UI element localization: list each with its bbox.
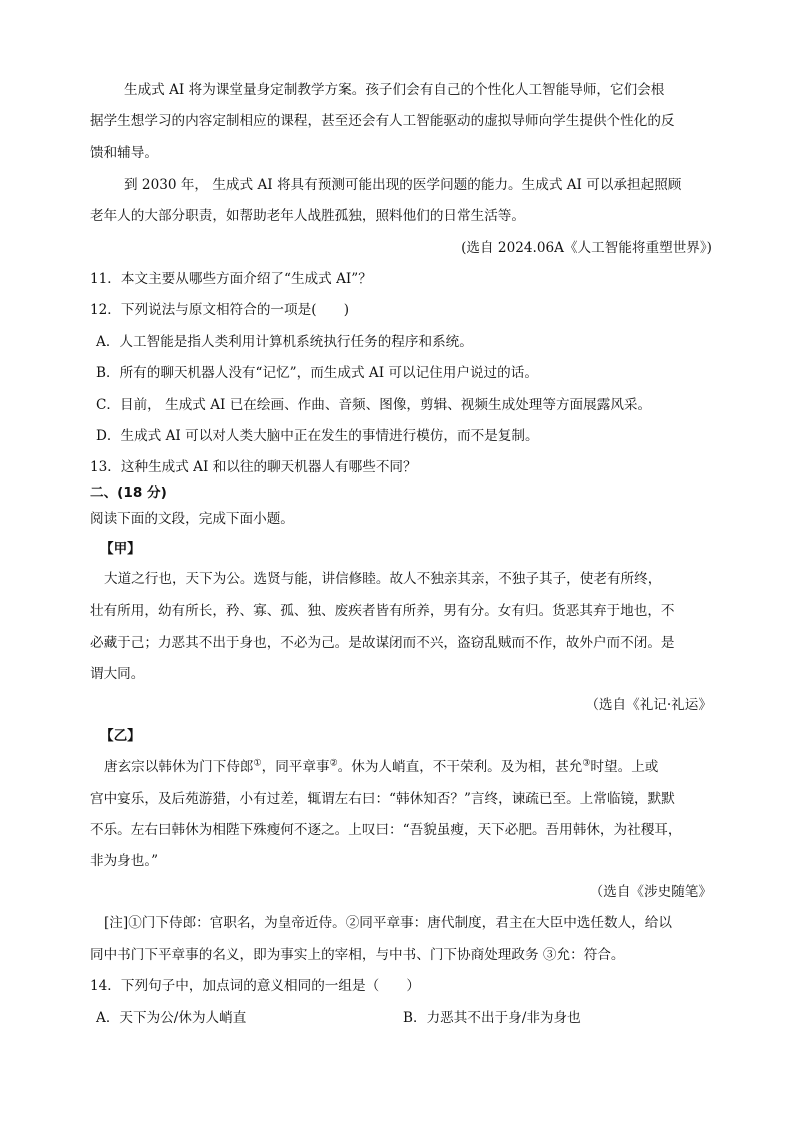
footnote-marker-3: ③ <box>582 758 591 769</box>
question-14-option-b: B．力恶其不出于身/非为身也 <box>403 1010 581 1026</box>
passage-yi-line1 <box>104 757 658 777</box>
question-13: 13．这种生成式 AI 和以往的聊天机器人有哪些不同？ <box>90 459 417 475</box>
passage1-source: (选自 2024.06A《人工智能将重塑世界》) <box>461 240 712 256</box>
passage-jia-line3: 必藏于己；力恶其不出于身也，不必为己。是故谋闭而不兴，盗窃乱贼而不作，故外户而不闭。是 <box>90 635 675 651</box>
question-12-option-d: D．生成式 AI 可以对人类大脑中正在发生的事情进行模仿，而不是复制。 <box>96 428 539 444</box>
passage-jia-source: （选自《礼记·礼运》 <box>585 697 712 713</box>
passage1-p2-line1: 到 2030 年， 生成式 AI 将具有预测可能出现的医学问题的能力。生成式 AI 可以承担起照顾 <box>124 177 682 193</box>
passage-yi-line2: 宫中宴乐，及后苑游猎，小有过差，辄谓左右曰：“韩休知否？”言终，谏疏已至。上常临镜，默默 <box>90 791 675 807</box>
passage-jia-tag: 【甲】 <box>100 541 141 557</box>
passage-jia-line4: 谓大同。 <box>90 666 145 682</box>
passage-yi-line1-text-b: ，同平章事 <box>261 759 330 775</box>
question-12-option-c: C．目前， 生成式 AI 已在绘画、作曲、音频、图像，剪辑、视频生成处理等方面展露风采。 <box>96 397 652 413</box>
notes-line2: 同中书门下平章事的名义，即为事实上的宰相，与中书、门下协商处理政务 ③允：符合。 <box>90 947 625 963</box>
question-14-stem: 14．下列句子中，加点词的意义相同的一组是（ ） <box>90 978 420 994</box>
passage1-p1-line2: 据学生想学习的内容定制相应的课程，甚至还会有人工智能驱动的虚拟导师向学生提供个性化的反 <box>90 113 675 129</box>
passage-yi-tag: 【乙】 <box>100 728 141 744</box>
passage-yi-line4: 非为身也。” <box>90 853 159 869</box>
section2-heading: 二、(18 分) <box>90 485 167 501</box>
question-12-option-b: B．所有的聊天机器人没有“记忆”，而生成式 AI 可以记住用户说过的话。 <box>96 365 538 381</box>
passage-jia-line1: 大道之行也，天下为公。选贤与能，讲信修睦。故人不独亲其亲，不独子其子，使老有所终， <box>104 571 662 587</box>
passage-yi-source: （选自《涉史随笔》 <box>589 884 712 900</box>
footnote-marker-2: ② <box>329 758 338 769</box>
question-12-option-a: A．人工智能是指人类利用计算机系统执行任务的程序和系统。 <box>96 334 473 350</box>
section2-instruction: 阅读下面的文段，完成下面小题。 <box>90 511 294 527</box>
footnote-marker-1: ① <box>253 758 262 769</box>
passage1-p1-line1: 生成式 AI 将为课堂量身定制教学方案。孩子们会有自己的个性化人工智能导师，它们会根 <box>124 82 665 98</box>
passage-yi-line1-text-d: 时望。上或 <box>590 759 659 775</box>
notes-line1: [注]①门下侍郎：官职名，为皇帝近侍。②同平章事：唐代制度，君主在大臣中选任数人，给以 <box>104 915 672 931</box>
passage1-p2-line2: 老年人的大部分职责，如帮助老年人战胜孤独，照料他们的日常生活等。 <box>90 208 525 224</box>
passage1-p1-line3: 馈和辅导。 <box>90 145 158 161</box>
passage-jia-line2: 壮有所用，幼有所长，矜、寡、孤、独、废疾者皆有所养，男有分。女有归。货恶其弃于地也，不 <box>90 603 675 619</box>
passage-yi-line1-text-a: 唐玄宗以韩休为门下侍郎 <box>104 759 254 775</box>
question-12-stem: 12．下列说法与原文相符合的一项是( ) <box>90 302 349 318</box>
passage-yi-line1-text-c: 。休为人峭直，不干荣利。及为相，甚允 <box>337 759 583 775</box>
passage-yi-line3: 不乐。左右曰韩休为相陛下殊瘦何不逐之。上叹曰：“吾貌虽瘦，天下必肥。吾用韩休，为社稷耳， <box>90 822 682 838</box>
question-11: 11．本文主要从哪些方面介绍了“生成式 AI”？ <box>90 271 372 287</box>
question-14-option-a: A．天下为公/休为人峭直 <box>96 1010 247 1026</box>
